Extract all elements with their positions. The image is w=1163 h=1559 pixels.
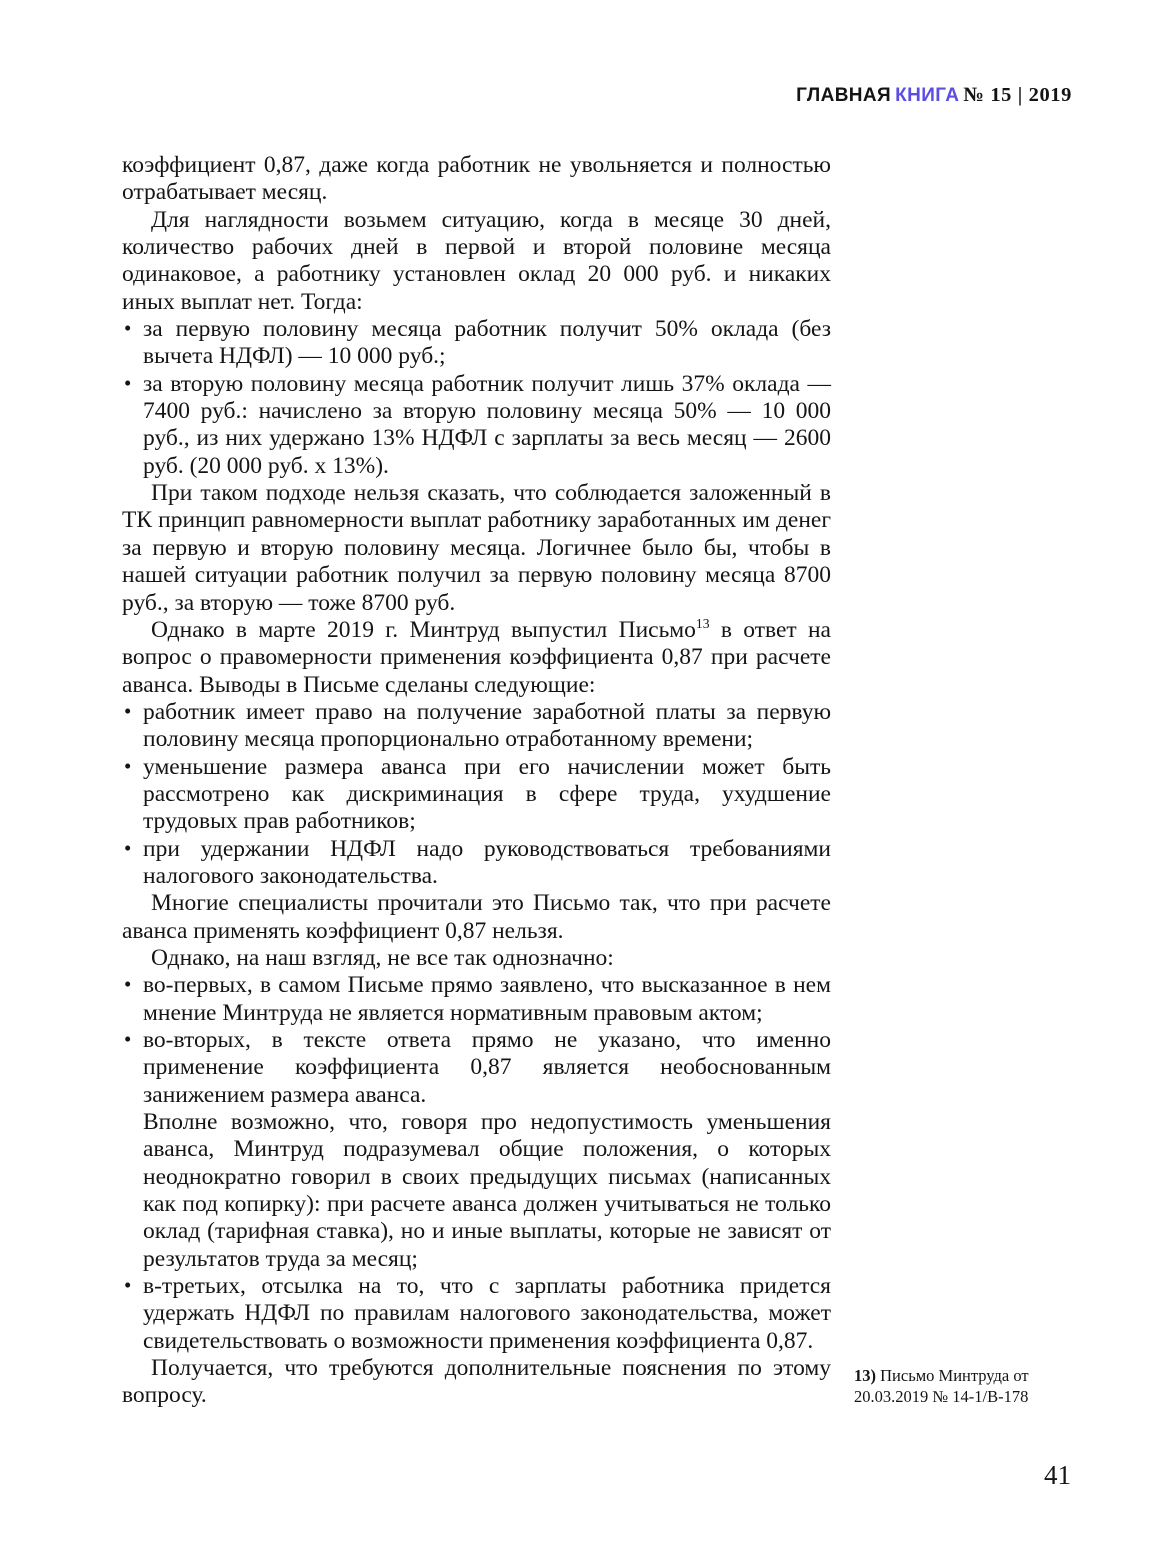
bullet-item	[122, 754, 831, 836]
article-body	[122, 152, 831, 1410]
bullet-text: работник имеет право на получение заработной платы за первую половину месяца пропорционально отработанному времени;	[143, 698, 831, 753]
footnote	[854, 1365, 1052, 1407]
paragraph: Для наглядности возьмем ситуацию, когда в месяце 30 дней, количество рабочих дней в первой и второй половине месяца одинаковое, а работнику установлен оклад 20 000 руб. и никаких иных выплат нет. Тогда:	[122, 206, 831, 315]
bullet-text: за вторую половину месяца работник получит лишь 37% оклада — 7400 руб.: начислено за вторую половину месяца 50% — 10 000 руб., из них удержано 13% НДФЛ с зарплаты за весь месяц — 2600 руб. (20 000 руб. х 13%).	[143, 370, 831, 479]
paragraph-text: в ответ на вопрос о правомерности применения коэффициента 0,87 при расчете аванса. Выводы в Письме сделаны следующие:	[122, 616, 831, 698]
bullet-text: уменьшение размера аванса при его начислении может быть рассмотрено как дискриминация в сфере труда, ухудшение трудовых прав работников;	[143, 753, 831, 835]
page-header	[796, 84, 1072, 107]
bullet-text: за первую половину месяца работник получит 50% оклада (без вычета НДФЛ) — 10 000 руб.;	[143, 316, 831, 370]
bullet-item	[122, 371, 831, 480]
paragraph: Однако, на наш взгляд, не все так однозначно:	[151, 944, 614, 971]
footnote-text: Письмо Минтруда от 20.03.2019 № 14-1/В-178	[854, 1366, 1029, 1406]
bullet-text: при удержании НДФЛ надо руководствоваться требованиями налогового законодательства.	[143, 835, 831, 889]
paragraph: При таком подходе нельзя сказать, что соблюдается заложенный в ТК принцип равномерности выплат работнику заработанных им денег за первую и вторую половину месяца. Логичнее было бы, чтобы в нашей ситуации работник получил за первую половину месяца 8700 руб., за вторую — тоже 8700 руб.	[122, 480, 831, 616]
bullet-marker: •	[124, 370, 132, 395]
bullet-marker: •	[124, 316, 132, 341]
bullet-marker: •	[124, 698, 132, 723]
bullet-marker: •	[124, 835, 132, 860]
page-number: 41	[1044, 1460, 1071, 1490]
bullet-marker: •	[124, 753, 132, 778]
bullet-item	[122, 1027, 831, 1273]
paragraph: Получается, что требуются дополнительные пояснения по этому вопросу.	[122, 1355, 831, 1409]
bullet-text: в-третьих, отсылка на то, что с зарплаты работника придется удержать НДФЛ по правилам налогового законодательства, может свидетельствовать о возможности применения коэффициента 0,87.	[143, 1273, 831, 1354]
bullet-marker: •	[124, 1273, 132, 1298]
bullet-item	[122, 1273, 831, 1355]
bullet-text: во-первых, в самом Письме прямо заявлено, что высказанное в нем мнение Минтруда не является нормативным правовым актом;	[143, 972, 831, 1026]
footnote-marker: 13)	[854, 1366, 876, 1385]
bullet-marker: •	[124, 972, 132, 997]
brand-name-black: ГЛАВНАЯ	[796, 85, 892, 106]
paragraph: Многие специалисты прочитали это Письмо так, что при расчете аванса применять коэффициент 0,87 нельзя.	[122, 890, 831, 944]
paragraph: коэффициент 0,87, даже когда работник не увольняется и полностью отрабатывает месяц.	[122, 152, 831, 206]
paragraph-text: Однако в марте 2019 г. Минтруд выпустил Письмо	[151, 616, 696, 643]
issue-number: № 15 | 2019	[963, 84, 1072, 106]
bullet-item	[122, 699, 831, 754]
footnote-ref: 13	[695, 616, 710, 632]
bullet-item	[122, 972, 831, 1027]
bullet-text: во-вторых, в тексте ответа прямо не указано, что именно применение коэффициента 0,87 является необоснованным занижением размера аванса.	[143, 1027, 831, 1108]
bullet-marker: •	[124, 1027, 132, 1051]
paragraph	[122, 617, 831, 699]
bullet-item	[122, 316, 831, 371]
brand-name-accent: КНИГА	[895, 85, 960, 106]
bullet-continuation: Вполне возможно, что, говоря про недопустимость уменьшения аванса, Минтруд подразумевал общие положения, о которых неоднократно говорил в своих предыдущих письмах (написанных как под копирку): при расчете аванса должен учитываться не только оклад (тарифная ставка), но и иные выплаты, которые не зависят от результатов труда за месяц;	[143, 1109, 831, 1272]
bullet-item	[122, 836, 831, 891]
